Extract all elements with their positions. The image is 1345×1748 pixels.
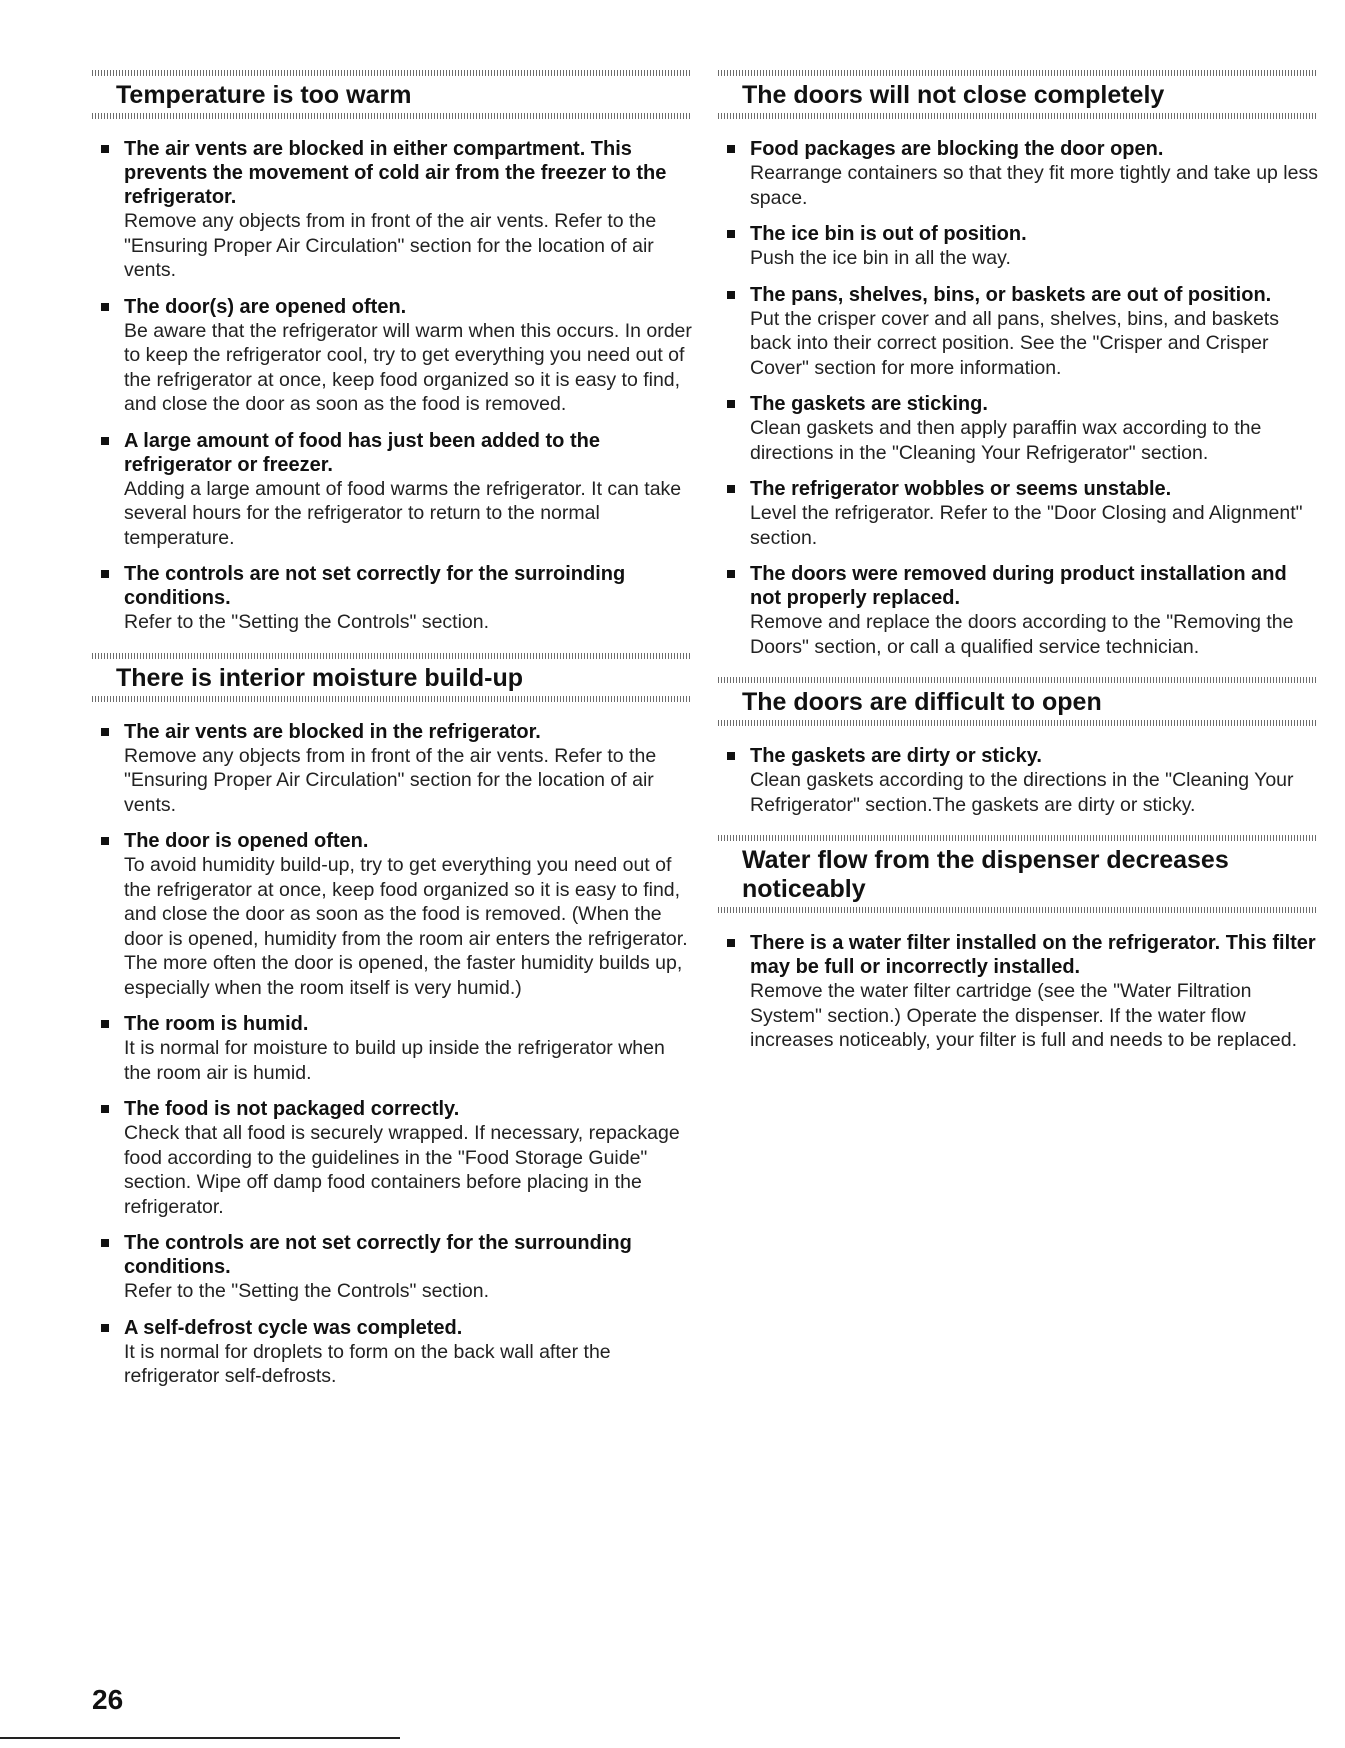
item-body: Clean gaskets and then apply paraffin wax according to the directions in the "Cleaning Your Refrigerator" section. <box>750 417 1262 464</box>
item-body: Push the ice bin in all the way. <box>750 247 1011 269</box>
footer-divider <box>0 1737 400 1739</box>
list-item <box>92 1097 692 1219</box>
square-bullet-icon <box>101 1105 109 1113</box>
list-item <box>92 295 692 417</box>
item-title: The refrigerator wobbles or seems unstable. <box>750 478 1172 500</box>
item-title: The door(s) are opened often. <box>124 295 407 318</box>
square-bullet-icon <box>101 303 109 311</box>
item-title: There is a water filter installed on the refrigerator. This filter may be full or incorrectly installed. <box>750 932 1316 978</box>
square-bullet-icon <box>727 752 735 760</box>
section-divider <box>718 907 1318 913</box>
item-title: A self-defrost cycle was completed. <box>124 1316 463 1339</box>
square-bullet-icon <box>101 1324 109 1332</box>
list-item <box>92 562 692 635</box>
section-doors-not-close <box>718 70 1318 659</box>
square-bullet-icon <box>101 728 109 736</box>
square-bullet-icon <box>101 437 109 445</box>
list-item <box>718 477 1318 550</box>
section-divider <box>92 696 692 702</box>
troubleshooting-list <box>718 931 1318 1053</box>
list-item <box>718 137 1318 210</box>
item-title: Food packages are blocking the door open. <box>750 138 1164 160</box>
section-heading: Temperature is too warm <box>116 81 412 109</box>
square-bullet-icon <box>101 145 109 153</box>
troubleshooting-list <box>92 720 692 1389</box>
square-bullet-icon <box>101 570 109 578</box>
item-title: The air vents are blocked in either compartment. This prevents the movement of cold air from the freezer to the refrigerator. <box>124 138 667 208</box>
square-bullet-icon <box>101 837 109 845</box>
item-title: The gaskets are dirty or sticky. <box>750 745 1042 767</box>
list-item <box>92 1231 692 1304</box>
list-item <box>718 283 1318 381</box>
list-item <box>718 562 1318 659</box>
section-heading: The doors will not close completely <box>742 81 1165 109</box>
item-body: Adding a large amount of food warms the refrigerator. It can take several hours for the refrigerator to return to the normal temperature. <box>124 477 682 549</box>
section-temperature-too-warm <box>92 70 692 635</box>
list-item <box>718 392 1318 465</box>
square-bullet-icon <box>727 230 735 238</box>
section-divider <box>92 70 692 76</box>
troubleshooting-list <box>92 137 692 635</box>
list-item <box>92 720 692 818</box>
list-item <box>92 137 692 283</box>
item-body: Put the crisper cover and all pans, shelves, bins, and baskets back into their correct position. See the "Crisper and Crisper Cover" section for more information. <box>750 307 1279 379</box>
list-item <box>92 1012 692 1085</box>
section-divider <box>718 835 1318 841</box>
page-number: 26 <box>92 1684 124 1715</box>
square-bullet-icon <box>727 400 735 408</box>
item-title: The pans, shelves, bins, or baskets are out of position. <box>750 283 1272 306</box>
item-title: The gaskets are sticking. <box>750 393 988 415</box>
item-title: The food is not packaged correctly. <box>124 1098 460 1120</box>
troubleshooting-list <box>718 137 1318 659</box>
list-item <box>718 931 1318 1053</box>
square-bullet-icon <box>101 1239 109 1247</box>
item-body: Remove the water filter cartridge (see the "Water Filtration System" section.) Operate the dispenser. If the water flow increases noticeably, your filter is full and needs to be replaced. <box>750 980 1298 1051</box>
item-title: The ice bin is out of position. <box>750 223 1027 245</box>
list-item <box>92 1316 692 1389</box>
item-body: Clean gaskets according to the directions in the "Cleaning Your Refrigerator" section.The gaskets are dirty or sticky. <box>750 769 1294 816</box>
list-item <box>718 222 1318 271</box>
list-item <box>92 429 692 551</box>
item-title: The door is opened often. <box>124 830 369 852</box>
item-body: To avoid humidity build-up, try to get everything you need out of the refrigerator at once, keep food organized so it is easy to find, and close the door as soon as the food is removed. (When the door is opened, humidity from the room air enters the refrigerator. The more often the door is opened, the faster humidity builds up, especially when the room itself is very humid.) <box>124 854 688 999</box>
item-body: Remove any objects from in front of the air vents. Refer to the "Ensuring Proper Air Circulation" section for the location of air vents. <box>124 744 657 816</box>
item-body: Remove any objects from in front of the air vents. Refer to the "Ensuring Proper Air Circulation" section for the location of air vents. <box>124 210 657 281</box>
right-column <box>718 70 1318 1071</box>
section-heading: The doors are difficult to open <box>742 688 1102 716</box>
item-body: Be aware that the refrigerator will warm when this occurs. In order to keep the refrigerator cool, try to get everything you need out of the refrigerator at once, keep food organized so it is easy to find, and close the door as soon as the food is removed. <box>124 319 692 415</box>
section-divider <box>718 720 1318 726</box>
item-title: The controls are not set correctly for the surroinding conditions. <box>124 563 626 609</box>
item-title: The room is humid. <box>124 1013 309 1035</box>
item-body: Rearrange containers so that they fit more tightly and take up less space. <box>750 162 1318 209</box>
item-body: Refer to the "Setting the Controls" section. <box>124 1280 490 1302</box>
section-water-flow-decreases <box>718 835 1318 1053</box>
left-column <box>92 70 692 1407</box>
item-body: Level the refrigerator. Refer to the "Door Closing and Alignment" section. <box>750 502 1303 549</box>
square-bullet-icon <box>727 939 735 947</box>
square-bullet-icon <box>727 145 735 153</box>
item-body: It is normal for moisture to build up inside the refrigerator when the room air is humid. <box>124 1037 665 1084</box>
square-bullet-icon <box>727 485 735 493</box>
square-bullet-icon <box>727 291 735 299</box>
section-divider <box>718 70 1318 76</box>
item-body: Refer to the "Setting the Controls" section. <box>124 611 490 633</box>
square-bullet-icon <box>101 1020 109 1028</box>
troubleshooting-list <box>718 744 1318 817</box>
item-body: It is normal for droplets to form on the back wall after the refrigerator self-defrosts. <box>124 1340 611 1387</box>
section-divider <box>718 113 1318 119</box>
section-heading: There is interior moisture build-up <box>116 663 523 692</box>
list-item <box>92 829 692 1000</box>
section-divider <box>92 653 692 659</box>
item-body: Check that all food is securely wrapped. If necessary, repackage food according to the guidelines in the "Food Storage Guide" section. Wipe off damp food containers before placing in the refrigerator. <box>124 1122 680 1218</box>
item-title: The air vents are blocked in the refrigerator. <box>124 720 541 743</box>
section-interior-moisture <box>92 653 692 1389</box>
item-title: The controls are not set correctly for the surrounding conditions. <box>124 1232 632 1278</box>
item-title: A large amount of food has just been added to the refrigerator or freezer. <box>124 429 600 476</box>
list-item <box>718 744 1318 817</box>
section-divider <box>718 677 1318 683</box>
section-doors-difficult-open <box>718 677 1318 817</box>
item-body: Remove and replace the doors according to the "Removing the Doors" section, or call a qualified service technician. <box>750 611 1294 658</box>
item-title: The doors were removed during product installation and not properly replaced. <box>750 563 1287 609</box>
section-divider <box>92 113 692 119</box>
section-heading: Water flow from the dispenser decreases noticeably <box>742 846 1229 903</box>
square-bullet-icon <box>727 570 735 578</box>
